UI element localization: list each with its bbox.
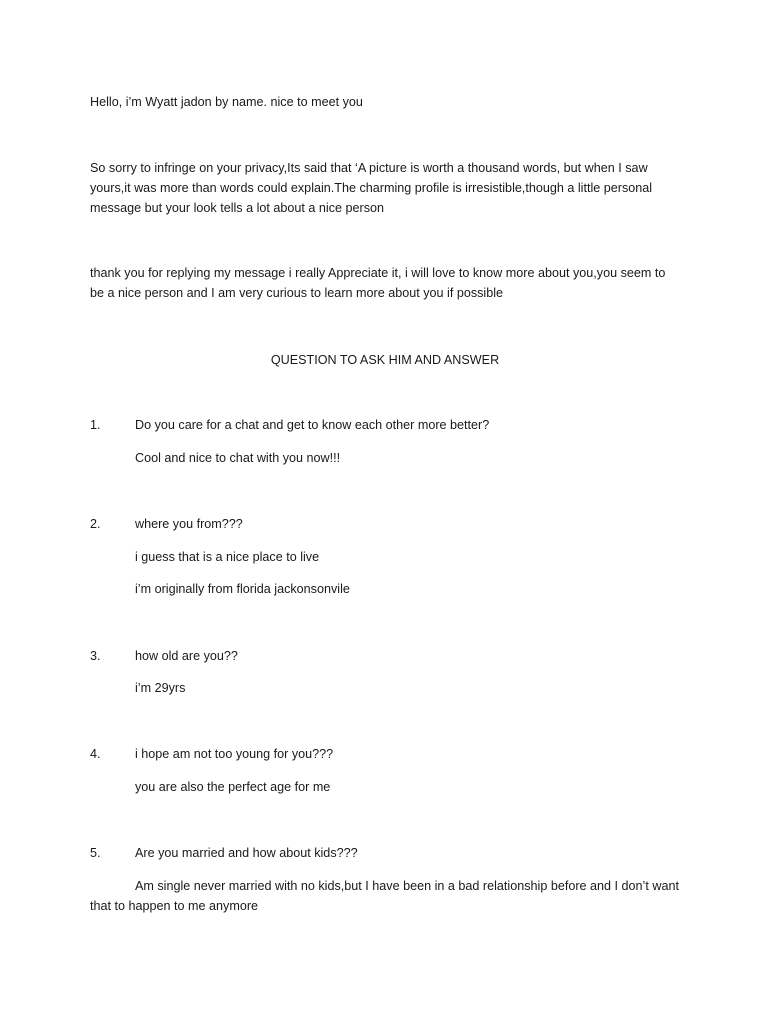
intro-paragraph: So sorry to infringe on your privacy,Its said that ‘A picture is worth a thousand words, but when I saw yours,it was more than words could explain.The charming profile is irresistible,though a little personal message but your look tells a lot about a nice person xyxy=(90,161,653,215)
thanks-paragraph: thank you for replying my message i really Appreciate it, i will love to know more about you,you seem to be a nice person and I am very curious to learn more about you if possible xyxy=(90,266,666,300)
question-number: 4. xyxy=(90,747,101,761)
question-number: 2. xyxy=(90,517,101,531)
question-text: Do you care for a chat and get to know each other more better? xyxy=(135,418,490,432)
question-text: Are you married and how about kids??? xyxy=(135,846,358,860)
answer-text: Am single never married with no kids,but I have been in a bad relationship before and I don’t want that to happen to me anymore xyxy=(90,879,679,913)
question-text: i hope am not too young for you??? xyxy=(135,747,334,761)
greeting-line: Hello, i’m Wyatt jadon by name. nice to meet you xyxy=(90,95,363,109)
answer-text: you are also the perfect age for me xyxy=(135,780,331,794)
question-number: 3. xyxy=(90,649,101,663)
question-number: 1. xyxy=(90,418,101,432)
answer-text: i’m originally from florida jackonsonvile xyxy=(135,582,350,596)
question-text: how old are you?? xyxy=(135,649,238,663)
answer-text: i’m 29yrs xyxy=(135,681,186,695)
answer-text: i guess that is a nice place to live xyxy=(135,550,320,564)
answer-text: Cool and nice to chat with you now!!! xyxy=(135,451,341,465)
section-heading: QUESTION TO ASK HIM AND ANSWER xyxy=(270,353,500,367)
question-number: 5. xyxy=(90,846,101,860)
question-text: where you from??? xyxy=(135,517,243,531)
